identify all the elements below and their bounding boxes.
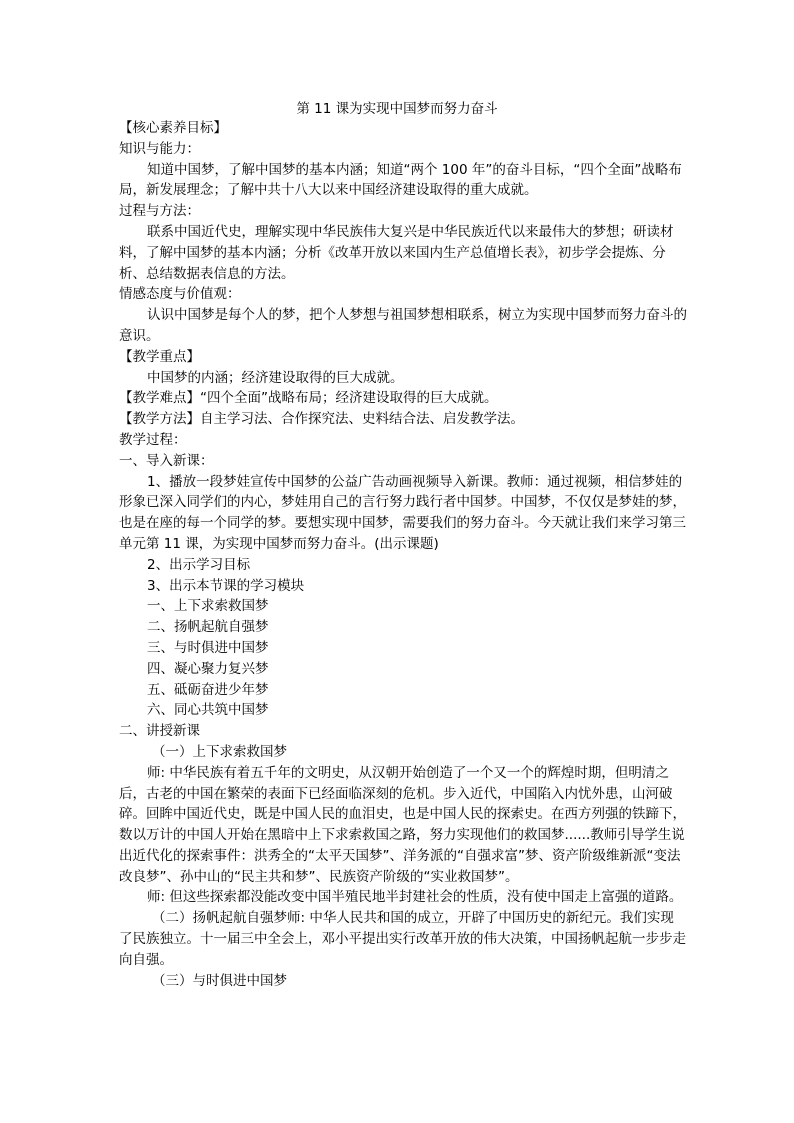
difficulty-line: 【教学难点】“四个全面”战略布局；经济建设取得的巨大成就。 bbox=[119, 390, 498, 407]
module-item: 二、扬帆起航自强梦 bbox=[147, 619, 269, 636]
sub1-paragraph: 师: 中华民族有着五千年的文明史，从汉朝开始创造了一个又一个的辉煌时期，但明清之后，古老的中国在繁荣的表面下已经面临深刻的危机。步入近代，中国陷入内忧外患，山河破碎。回眸中国近代史，既是中国人民的血泪史，也是中国人民的探索史。在西方列强的铁蹄下，数以万计的中国人开始在黑暗中上下求索救国之路，努力实现他们的救国梦......教师引导学生说出近代化的探索事件：洪秀全的“太平天国梦”、洋务派的“自强求富”梦、资产阶级维新派“变法改良梦”、孙中山的“民主共和梦”、民族资产阶级的“实业救国梦”。 bbox=[119, 764, 686, 885]
part1-item-2: 2、出示学习目标 bbox=[147, 556, 251, 573]
sub1-paragraph-2: 师: 但这些探索都没能改变中国半殖民地半封建社会的性质，没有使中国走上富强的道路。 bbox=[147, 889, 683, 906]
part2-heading: 二、讲授新课 bbox=[119, 723, 200, 740]
module-item: 五、砥砺奋进少年梦 bbox=[147, 681, 269, 698]
emotion-paragraph: 认识中国梦是每个人的梦，把个人梦想与祖国梦想相联系，树立为实现中国梦而努力奋斗的意识。 bbox=[119, 307, 687, 344]
module-item: 三、与时俱进中国梦 bbox=[147, 639, 269, 656]
emotion-heading: 情感态度与价值观： bbox=[119, 286, 241, 303]
part1-item-1: 1、播放一段梦娃宣传中国梦的公益广告动画视频导入新课。教师：通过视频，相信梦娃的形象已深入同学们的内心，梦娃用自己的言行努力践行者中国梦。中国梦，不仅仅是梦娃的梦，也是在座的每一个同学的梦。要想实现中国梦，需要我们的努力奋斗。今天就让我们来学习第三单元第 11 课，为实现中国梦而努力奋斗。(出示课题) bbox=[119, 473, 686, 552]
sub3-heading: （三）与时俱进中国梦 bbox=[152, 972, 287, 989]
process-heading: 过程与方法： bbox=[119, 203, 200, 220]
knowledge-heading: 知识与能力： bbox=[119, 140, 200, 157]
part1-item-3: 3、出示本节课的学习模块 bbox=[147, 577, 305, 594]
knowledge-paragraph: 知道中国梦，了解中国梦的基本内涵；知道“两个 100 年”的奋斗目标，“四个全面”战略布局，新发展理念；了解中共十八大以来中国经济建设取得的重大成就。 bbox=[119, 161, 682, 199]
document-body bbox=[119, 118, 687, 991]
method-line: 【教学方法】自主学习法、合作探究法、史料结合法、启发教学法。 bbox=[119, 411, 524, 428]
sub1-heading: （一）上下求索救国梦 bbox=[152, 743, 287, 760]
core-goals-heading: 【核心素养目标】 bbox=[119, 120, 227, 136]
key-points-paragraph: 中国梦的内涵；经济建设取得的巨大成就。 bbox=[147, 369, 404, 386]
module-item: 一、上下求索救国梦 bbox=[147, 598, 269, 615]
process-paragraph: 联系中国近代史，理解实现中华民族伟大复兴是中华民族近代以来最伟大的梦想；研读材料，了解中国梦的基本内涵；分析《改革开放以来国内生产总值增长表》，初步学会提炼、分析、总结数据表信息的方法。 bbox=[119, 223, 674, 282]
page-title: 第 11 课为实现中国梦而努力奋斗 bbox=[296, 101, 498, 117]
module-item: 六、同心共筑中国梦 bbox=[147, 702, 269, 719]
sub2-paragraph: （二）扬帆起航自强梦师: 中华人民共和国的成立，开辟了中国历史的新纪元。我们实现了民族独立。十一届三中全会上，邓小平提出实行改革开放的伟大决策，中国扬帆起航一步步走向自强。 bbox=[119, 910, 686, 968]
part1-heading: 一、导入新课： bbox=[119, 452, 214, 469]
key-points-heading: 【教学重点】 bbox=[119, 348, 200, 365]
module-item: 四、凝心聚力复兴梦 bbox=[147, 660, 269, 677]
process-label: 教学过程： bbox=[119, 431, 187, 448]
